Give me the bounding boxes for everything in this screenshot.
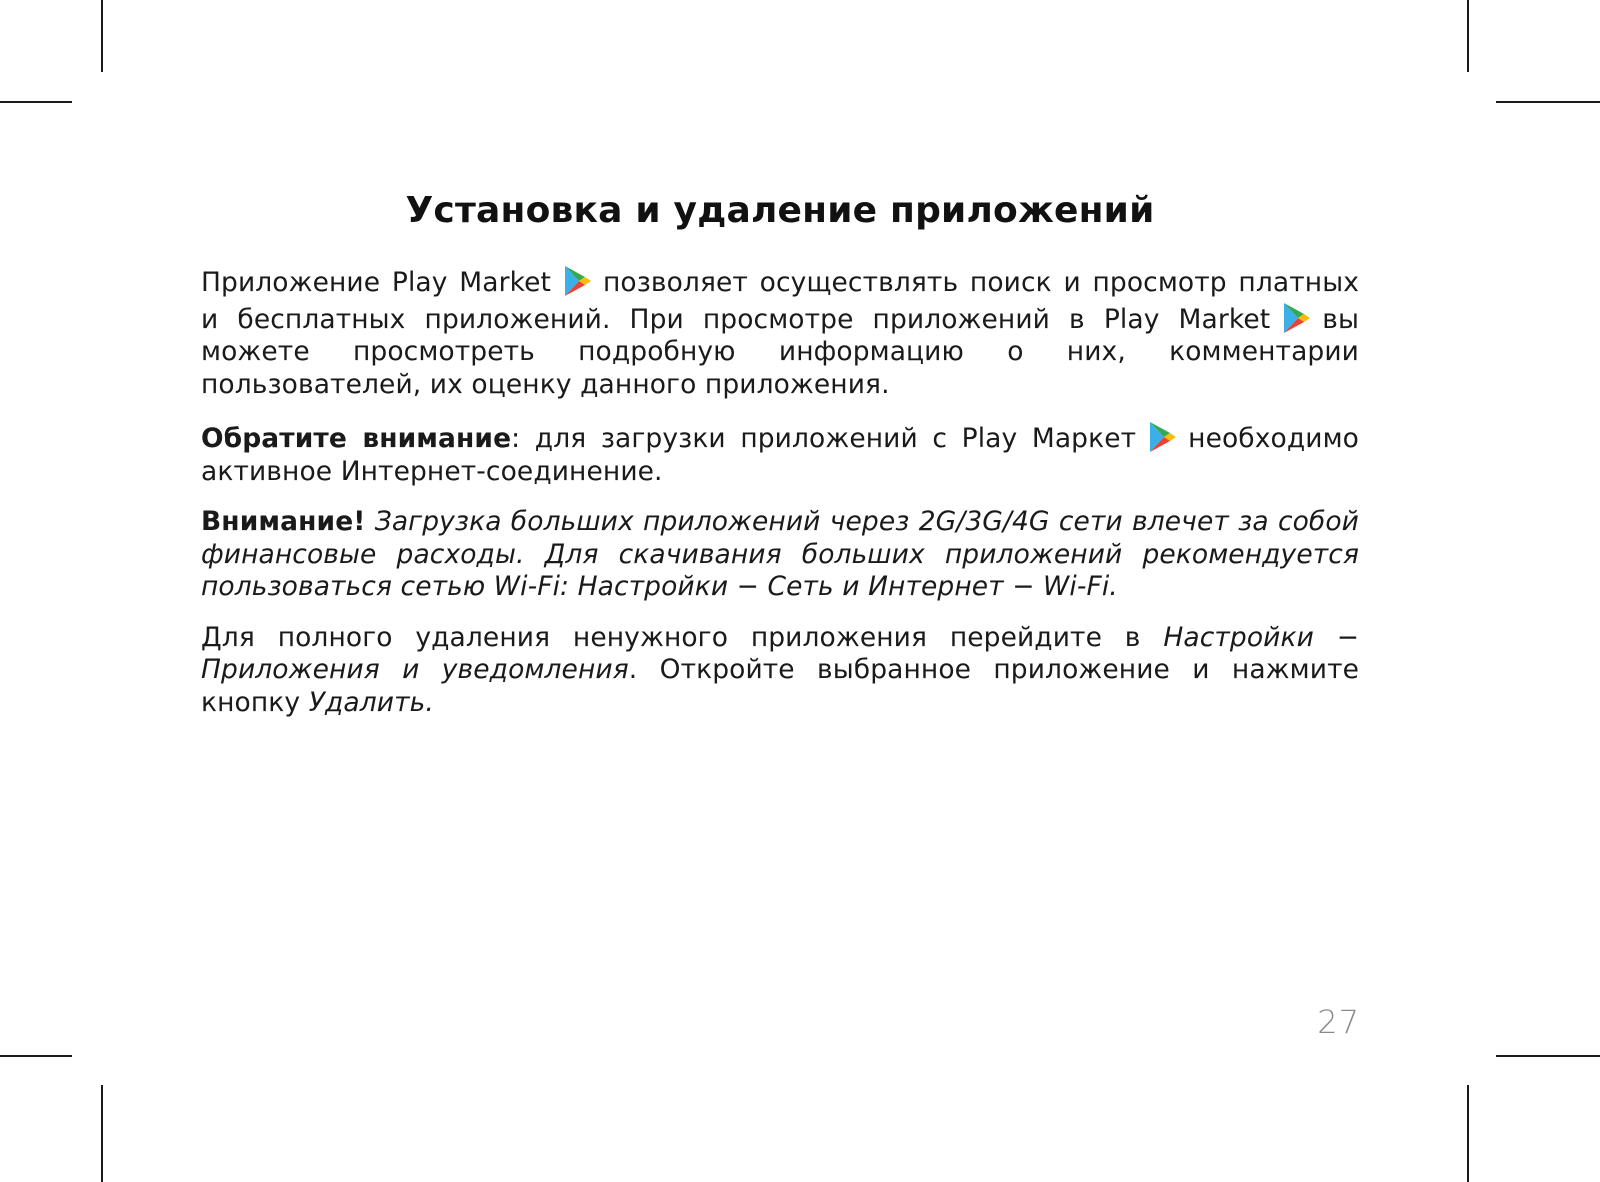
crop-mark-top-left-h xyxy=(0,101,72,103)
paragraph1-text-1: Приложение Play Market xyxy=(201,267,551,298)
paragraph-play-market xyxy=(201,263,1359,401)
paragraph1-text-2: позволяет осуществлять поиск и просмотр платных и бесплатных приложений. При просмотре приложений в Play Market xyxy=(201,267,1359,335)
paragraph4-text-2: . Откройте выбранное приложение и нажмите кнопку xyxy=(201,654,1360,718)
paragraph2-text-2: необходимо активное Интернет-соединение. xyxy=(201,423,1359,487)
play-market-icon xyxy=(1278,300,1314,336)
paragraph4-text-1: Для полного удаления ненужного приложения перейдите в xyxy=(201,621,1141,653)
page-title: Установка и удаление приложений xyxy=(405,190,1155,231)
warning-label: Внимание! xyxy=(201,506,366,537)
delete-button-label: Удалить. xyxy=(308,686,434,718)
warning-text: Загрузка больших приложений через 2G/3G/4G сети влечет за собой финансовые расходы. Для скачивания больших приложений рекомендуется пользоваться сетью Wi-Fi: Настройки − Сеть и Интернет − Wi-Fi. xyxy=(201,506,1360,602)
note-label: Обратите внимание xyxy=(201,423,512,454)
crop-mark-top-right-v xyxy=(1467,0,1469,72)
settings-path: Настройки − Приложения и уведомления xyxy=(201,621,1359,685)
play-market-icon xyxy=(1144,419,1180,455)
paragraph1-text-3: вы можете просмотреть подробную информацию о них, комментарии пользователей, их оценку данного приложения. xyxy=(201,303,1359,400)
paragraph-warning xyxy=(201,506,1359,604)
crop-mark-top-right-h xyxy=(1496,101,1600,103)
crop-mark-bottom-right-h xyxy=(1496,1055,1600,1057)
crop-mark-bottom-right-v xyxy=(1467,1085,1469,1182)
crop-mark-top-left-v xyxy=(101,0,103,72)
crop-mark-bottom-left-h xyxy=(0,1055,72,1057)
paragraph2-text-1: : для загрузки приложений с Play Маркет xyxy=(511,423,1137,454)
paragraph-note xyxy=(201,419,1359,488)
crop-mark-bottom-left-v xyxy=(101,1085,103,1182)
page-number: 27 xyxy=(1317,1003,1360,1041)
play-market-icon xyxy=(559,263,595,299)
document-page xyxy=(201,190,1359,719)
paragraph-uninstall xyxy=(201,622,1359,720)
